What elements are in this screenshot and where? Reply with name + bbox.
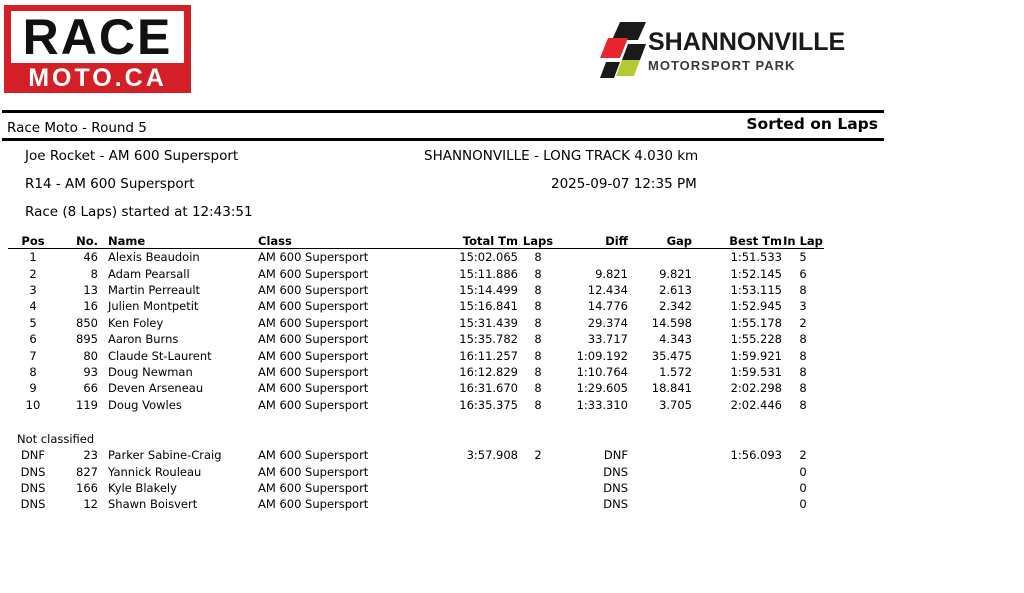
result-row bbox=[8, 298, 824, 314]
cell-no: 16 bbox=[83, 299, 98, 314]
cell-laps: 8 bbox=[534, 266, 542, 281]
not-classified-row bbox=[8, 447, 824, 463]
cell-total bbox=[408, 463, 518, 479]
cell-diff: DNF bbox=[603, 448, 628, 463]
cell-pos: 9 bbox=[29, 381, 37, 396]
cell-name: Doug Newman bbox=[108, 364, 193, 379]
cell-class: AM 600 Supersport bbox=[258, 480, 369, 495]
cell-name: Julien Montpetit bbox=[108, 299, 199, 314]
cell-pos: DNS bbox=[20, 497, 46, 512]
cell-class: AM 600 Supersport bbox=[258, 315, 369, 330]
cell-gap bbox=[628, 496, 692, 512]
cell-pos: DNS bbox=[20, 464, 46, 479]
cell-class: AM 600 Supersport bbox=[258, 348, 369, 363]
cell-total: 15:02.065 bbox=[459, 250, 518, 265]
cell-inlap: 8 bbox=[799, 348, 807, 363]
results-header-row bbox=[8, 233, 824, 249]
cell-diff: 33.717 bbox=[587, 332, 628, 347]
shannonville-logo bbox=[598, 18, 883, 84]
cell-total bbox=[408, 480, 518, 496]
cell-total: 16:11.257 bbox=[459, 348, 518, 363]
cell-pos: 2 bbox=[29, 266, 37, 281]
result-row bbox=[8, 315, 824, 331]
shannonville-name: SHANNONVILLE bbox=[648, 28, 846, 56]
col-name: Name bbox=[104, 233, 258, 249]
cell-inlap: 8 bbox=[799, 397, 807, 412]
cell-pos: 8 bbox=[29, 364, 37, 379]
cell-class: AM 600 Supersport bbox=[258, 464, 369, 479]
result-row bbox=[8, 347, 824, 363]
cell-class: AM 600 Supersport bbox=[258, 299, 369, 314]
cell-class: AM 600 Supersport bbox=[258, 266, 369, 281]
cell-laps bbox=[518, 496, 558, 512]
result-row bbox=[8, 397, 824, 413]
shannonville-flag-icon bbox=[598, 18, 646, 84]
cell-diff: 1:29.605 bbox=[576, 381, 628, 396]
cell-name: Ken Foley bbox=[108, 315, 164, 330]
cell-best: 1:52.145 bbox=[730, 266, 782, 281]
cell-name: Doug Vowles bbox=[108, 397, 182, 412]
cell-total: 15:31.439 bbox=[459, 315, 518, 330]
cell-no: 46 bbox=[83, 250, 98, 265]
cell-laps bbox=[518, 463, 558, 479]
cell-pos: 6 bbox=[29, 332, 37, 347]
cell-name: Parker Sabine-Craig bbox=[108, 448, 222, 463]
cell-diff bbox=[558, 249, 628, 266]
cell-total: 15:16.841 bbox=[459, 299, 518, 314]
not-classified-table bbox=[8, 447, 824, 513]
cell-best: 2:02.298 bbox=[730, 381, 782, 396]
cell-total: 16:31.670 bbox=[459, 381, 518, 396]
cell-gap bbox=[628, 447, 692, 463]
cell-inlap: 8 bbox=[799, 381, 807, 396]
cell-gap: 2.342 bbox=[659, 299, 692, 314]
cell-inlap: 2 bbox=[799, 448, 807, 463]
cell-inlap: 8 bbox=[799, 282, 807, 297]
sort-label: Sorted on Laps bbox=[746, 115, 878, 133]
cell-diff: 14.776 bbox=[587, 299, 628, 314]
cell-gap: 3.705 bbox=[659, 397, 692, 412]
cell-total: 15:11.886 bbox=[459, 266, 518, 281]
cell-name: Martin Perreault bbox=[108, 282, 201, 297]
cell-name: Kyle Blakely bbox=[108, 480, 177, 495]
cell-pos: DNS bbox=[20, 480, 46, 495]
cell-inlap: 6 bbox=[799, 266, 807, 281]
cell-laps: 8 bbox=[534, 381, 542, 396]
cell-pos: 10 bbox=[25, 397, 41, 412]
results-table bbox=[8, 233, 824, 413]
header-rule-bottom bbox=[2, 138, 884, 141]
cell-best: 1:56.093 bbox=[730, 448, 782, 463]
cell-class: AM 600 Supersport bbox=[258, 497, 369, 512]
cell-no: 13 bbox=[83, 282, 98, 297]
cell-inlap: 8 bbox=[799, 364, 807, 379]
cell-class: AM 600 Supersport bbox=[258, 397, 369, 412]
cell-laps: 8 bbox=[534, 282, 542, 297]
racemoto-logo-top: RACE bbox=[11, 11, 184, 63]
cell-laps bbox=[518, 480, 558, 496]
cell-pos: 5 bbox=[29, 315, 37, 330]
cell-inlap: 8 bbox=[799, 332, 807, 347]
col-class: Class bbox=[258, 233, 408, 249]
cell-best bbox=[692, 463, 782, 479]
cell-laps: 2 bbox=[534, 448, 542, 463]
result-row bbox=[8, 380, 824, 396]
cell-no: 8 bbox=[90, 266, 98, 281]
not-classified-row bbox=[8, 463, 824, 479]
cell-inlap: 0 bbox=[799, 480, 807, 495]
cell-class: AM 600 Supersport bbox=[258, 364, 369, 379]
cell-best: 2:02.446 bbox=[730, 397, 782, 412]
series-name: Joe Rocket - AM 600 Supersport bbox=[25, 148, 239, 164]
cell-total: 16:12.829 bbox=[459, 364, 518, 379]
cell-best: 1:59.531 bbox=[730, 364, 782, 379]
cell-laps: 8 bbox=[534, 332, 542, 347]
cell-total: 15:14.499 bbox=[459, 282, 518, 297]
cell-class: AM 600 Supersport bbox=[258, 282, 369, 297]
cell-name: Shawn Boisvert bbox=[108, 497, 198, 512]
cell-pos: 3 bbox=[29, 282, 37, 297]
cell-no: 827 bbox=[76, 464, 98, 479]
cell-no: 166 bbox=[76, 480, 98, 495]
cell-gap bbox=[628, 480, 692, 496]
track-name: SHANNONVILLE - LONG TRACK 4.030 km bbox=[424, 148, 699, 164]
cell-best bbox=[692, 496, 782, 512]
cell-class: AM 600 Supersport bbox=[258, 448, 369, 463]
cell-name: Aaron Burns bbox=[108, 332, 179, 347]
cell-gap: 35.475 bbox=[651, 348, 692, 363]
cell-best: 1:59.921 bbox=[730, 348, 782, 363]
cell-laps: 8 bbox=[534, 348, 542, 363]
cell-best: 1:53.115 bbox=[730, 282, 782, 297]
cell-inlap: 3 bbox=[799, 299, 807, 314]
cell-laps: 8 bbox=[534, 250, 542, 265]
cell-class: AM 600 Supersport bbox=[258, 332, 369, 347]
cell-inlap: 2 bbox=[799, 315, 807, 330]
cell-gap bbox=[628, 463, 692, 479]
cell-class: AM 600 Supersport bbox=[258, 381, 369, 396]
cell-inlap: 0 bbox=[799, 464, 807, 479]
cell-no: 119 bbox=[76, 397, 98, 412]
cell-diff: 1:33.310 bbox=[576, 397, 628, 412]
cell-laps: 8 bbox=[534, 299, 542, 314]
cell-name: Deven Arseneau bbox=[108, 381, 204, 396]
racemoto-logo bbox=[4, 5, 191, 93]
cell-name: Alexis Beaudoin bbox=[108, 250, 200, 265]
cell-pos: DNF bbox=[20, 448, 46, 463]
result-row bbox=[8, 265, 824, 281]
racemoto-logo-bottom: MOTO.CA bbox=[28, 64, 167, 92]
col-total: Total Tm bbox=[408, 233, 518, 249]
col-pos: Pos bbox=[8, 233, 58, 249]
cell-gap bbox=[628, 249, 692, 266]
cell-no: 850 bbox=[76, 315, 98, 330]
cell-gap: 2.613 bbox=[659, 282, 692, 297]
event-title: Race Moto - Round 5 bbox=[7, 120, 147, 136]
cell-no: 12 bbox=[83, 497, 98, 512]
cell-diff: 1:10.764 bbox=[576, 364, 628, 379]
cell-laps: 8 bbox=[534, 364, 542, 379]
cell-pos: 1 bbox=[29, 250, 37, 265]
cell-diff: 1:09.192 bbox=[576, 348, 628, 363]
cell-name: Yannick Rouleau bbox=[108, 464, 202, 479]
col-best: Best Tm bbox=[692, 233, 782, 249]
cell-laps: 8 bbox=[534, 397, 542, 412]
cell-no: 66 bbox=[83, 381, 98, 396]
cell-diff: 12.434 bbox=[587, 282, 628, 297]
cell-diff: DNS bbox=[603, 497, 628, 512]
cell-inlap: 5 bbox=[799, 250, 807, 265]
cell-diff: 9.821 bbox=[595, 266, 628, 281]
col-inlap: In Lap bbox=[783, 233, 823, 248]
not-classified-row bbox=[8, 496, 824, 512]
result-row bbox=[8, 331, 824, 347]
cell-name: Adam Pearsall bbox=[108, 266, 190, 281]
race-info: Race (8 Laps) started at 12:43:51 bbox=[25, 204, 253, 220]
session-datetime: 2025-09-07 12:35 PM bbox=[551, 176, 697, 192]
col-laps: Laps bbox=[518, 233, 558, 249]
col-no: No. bbox=[58, 233, 104, 249]
col-gap: Gap bbox=[628, 233, 692, 249]
cell-diff: 29.374 bbox=[587, 315, 628, 330]
cell-best bbox=[692, 480, 782, 496]
cell-total bbox=[408, 496, 518, 512]
cell-gap: 4.343 bbox=[659, 332, 692, 347]
cell-total: 15:35.782 bbox=[459, 332, 518, 347]
cell-diff: DNS bbox=[603, 480, 628, 495]
cell-gap: 1.572 bbox=[659, 364, 692, 379]
not-classified-row bbox=[8, 480, 824, 496]
result-row bbox=[8, 282, 824, 298]
cell-gap: 18.841 bbox=[651, 381, 692, 396]
result-row bbox=[8, 249, 824, 266]
session-name: R14 - AM 600 Supersport bbox=[25, 176, 195, 192]
cell-total: 3:57.908 bbox=[466, 448, 518, 463]
cell-no: 23 bbox=[83, 448, 98, 463]
col-diff: Diff bbox=[558, 233, 628, 249]
cell-inlap: 0 bbox=[799, 497, 807, 512]
cell-best: 1:55.178 bbox=[730, 315, 782, 330]
shannonville-subtitle: MOTORSPORT PARK bbox=[648, 58, 796, 73]
cell-pos: 7 bbox=[29, 348, 37, 363]
not-classified-label: Not classified bbox=[17, 432, 95, 446]
cell-diff: DNS bbox=[603, 464, 628, 479]
cell-best: 1:55.228 bbox=[730, 332, 782, 347]
cell-gap: 9.821 bbox=[659, 266, 692, 281]
cell-no: 93 bbox=[83, 364, 98, 379]
cell-no: 80 bbox=[83, 348, 98, 363]
cell-class: AM 600 Supersport bbox=[258, 250, 369, 265]
cell-pos: 4 bbox=[29, 299, 37, 314]
cell-no: 895 bbox=[76, 332, 98, 347]
result-row bbox=[8, 364, 824, 380]
cell-laps: 8 bbox=[534, 315, 542, 330]
cell-best: 1:51.533 bbox=[730, 250, 782, 265]
cell-name: Claude St-Laurent bbox=[108, 348, 212, 363]
cell-total: 16:35.375 bbox=[459, 397, 518, 412]
header-rule-top bbox=[2, 110, 884, 113]
cell-gap: 14.598 bbox=[651, 315, 692, 330]
cell-best: 1:52.945 bbox=[730, 299, 782, 314]
